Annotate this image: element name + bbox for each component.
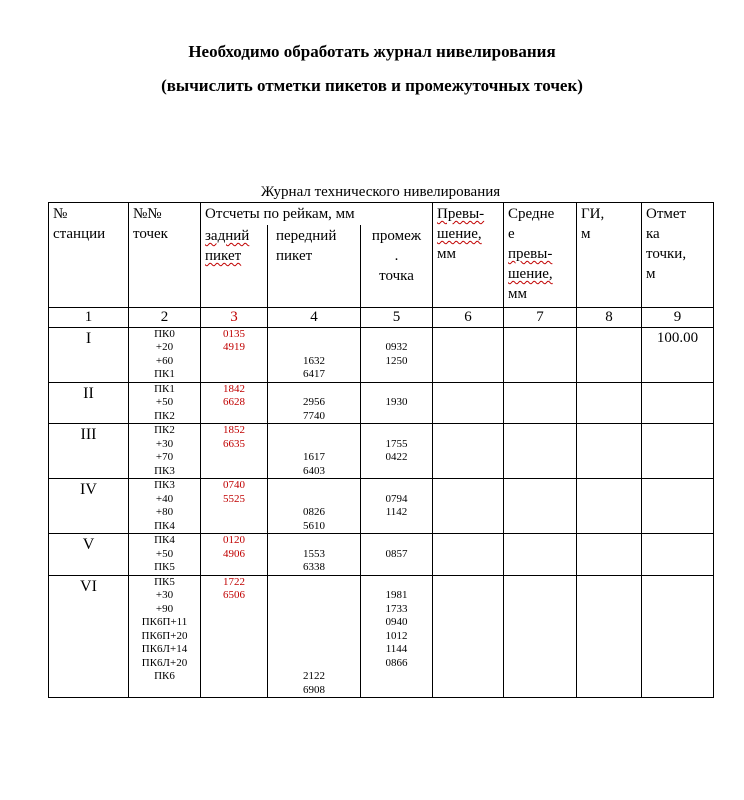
col-num-1: 1	[49, 307, 129, 327]
points-value: ПК2	[154, 424, 175, 436]
inter-value: 0940	[385, 616, 408, 628]
station-id: V	[49, 534, 129, 576]
mean-excess-cell	[504, 534, 577, 576]
front-value	[268, 341, 360, 355]
points-value: ПК5	[154, 561, 175, 573]
station-points	[129, 575, 201, 698]
back-value	[201, 410, 267, 424]
points-value: ПК6Л+20	[141, 656, 188, 669]
header-row-1	[49, 203, 714, 226]
points-value: +60	[155, 354, 174, 367]
front-value: 6417	[303, 368, 325, 380]
station-points	[129, 327, 201, 382]
elevation-cell	[642, 382, 714, 424]
points-value: ПК4	[154, 534, 175, 546]
front-value: 6403	[303, 464, 325, 477]
inter-value	[361, 534, 432, 548]
instrument-height-cell	[577, 327, 642, 382]
front-value	[268, 328, 360, 342]
station-row	[49, 479, 714, 534]
back-value: 1852	[223, 424, 245, 436]
points-value	[129, 684, 200, 698]
inter-value: 1012	[385, 629, 408, 642]
col-num-4: 4	[268, 307, 361, 327]
instrument-height-cell	[577, 534, 642, 576]
inter-value	[361, 561, 432, 575]
mean-excess-cell	[504, 424, 577, 479]
back-value	[201, 616, 267, 630]
points-value: +90	[155, 602, 174, 615]
back-value	[201, 630, 267, 644]
intermediate-readings	[361, 424, 433, 479]
intermediate-readings	[361, 534, 433, 576]
points-value: +50	[155, 396, 174, 408]
front-value: 6908	[303, 683, 325, 696]
intermediate-readings	[361, 327, 433, 382]
points-value: ПК1	[154, 382, 175, 395]
mean-excess-cell	[504, 382, 577, 424]
back-value: 6628	[223, 396, 245, 408]
instrument-height-cell	[577, 479, 642, 534]
front-readings	[268, 424, 361, 479]
instrument-height-cell	[577, 575, 642, 698]
back-value: 0740	[223, 479, 245, 491]
excess-cell	[433, 534, 504, 576]
excess-cell	[433, 575, 504, 698]
back-value: 4906	[223, 547, 245, 560]
station-row	[49, 382, 714, 424]
back-value: 4919	[223, 341, 245, 353]
inter-value	[361, 670, 432, 684]
points-value: ПК4	[154, 519, 175, 532]
back-value: 6506	[223, 589, 245, 601]
back-readings	[201, 424, 268, 479]
intermediate-readings	[361, 575, 433, 698]
col-num-8: 8	[577, 307, 642, 327]
inter-value: 1930	[385, 396, 408, 408]
back-value	[201, 657, 267, 671]
col-num-5: 5	[361, 307, 433, 327]
back-value	[201, 451, 267, 465]
inter-value: 1981	[385, 589, 408, 601]
points-value: +50	[155, 547, 174, 560]
header-instrument-height: ГИ, м	[577, 203, 642, 308]
points-value: +70	[155, 451, 174, 463]
front-readings	[268, 534, 361, 576]
inter-value	[361, 684, 432, 698]
front-value	[268, 479, 360, 493]
points-value: ПК0	[154, 327, 175, 340]
inter-value	[361, 410, 432, 424]
front-value: 1632	[303, 354, 325, 367]
front-value	[268, 383, 360, 397]
back-value: 1722	[223, 575, 245, 588]
mean-excess-cell	[504, 575, 577, 698]
mean-excess-cell	[504, 327, 577, 382]
front-value	[268, 424, 360, 438]
inter-value: 0857	[385, 547, 408, 560]
points-value: ПК1	[154, 368, 175, 380]
back-value: 0120	[223, 534, 245, 546]
points-value: +20	[155, 341, 174, 353]
front-value: 7740	[303, 409, 325, 422]
front-value: 6338	[303, 561, 325, 573]
inter-value	[361, 479, 432, 493]
points-value: +30	[155, 437, 174, 450]
front-value	[268, 534, 360, 548]
back-value	[201, 520, 267, 534]
station-id: IV	[49, 479, 129, 534]
header-mean-excess: Средне е превы- шение, мм	[504, 203, 577, 308]
back-value: 0135	[223, 327, 245, 340]
header-back: задний пикет	[201, 225, 268, 307]
station-id: II	[49, 382, 129, 424]
back-value	[201, 465, 267, 479]
excess-cell	[433, 424, 504, 479]
col-num-2: 2	[129, 307, 201, 327]
col-num-3: 3	[201, 307, 268, 327]
inter-value: 1733	[385, 602, 408, 615]
elevation-cell	[642, 575, 714, 698]
page-title-line-2: (вычислить отметки пикетов и промежуточных точек)	[161, 76, 583, 95]
points-value: ПК6Л+14	[141, 643, 188, 655]
inter-value	[361, 520, 432, 534]
front-readings	[268, 575, 361, 698]
station-row	[49, 327, 714, 382]
header-intermediate: промеж . точка	[361, 225, 433, 307]
inter-value: 0866	[385, 656, 408, 669]
header-points: №№ точек	[129, 203, 201, 308]
front-value	[268, 589, 360, 603]
inter-value	[361, 368, 432, 382]
station-id: I	[49, 327, 129, 382]
header-elevation: Отмет ка точки, м	[642, 203, 714, 308]
points-value: ПК5	[154, 575, 175, 588]
inter-value	[361, 328, 432, 342]
inter-value: 0932	[385, 341, 408, 353]
station-row	[49, 575, 714, 698]
inter-value: 1250	[385, 354, 408, 367]
front-value: 2122	[303, 670, 325, 682]
back-readings	[201, 575, 268, 698]
front-value	[268, 643, 360, 657]
inter-value: 1144	[385, 643, 408, 655]
excess-cell	[433, 479, 504, 534]
back-value	[201, 506, 267, 520]
inter-value	[361, 576, 432, 590]
back-value	[201, 368, 267, 382]
col-num-6: 6	[433, 307, 504, 327]
mean-excess-cell	[504, 479, 577, 534]
back-value	[201, 643, 267, 657]
station-points	[129, 382, 201, 424]
back-readings	[201, 327, 268, 382]
front-value	[268, 493, 360, 507]
back-readings	[201, 479, 268, 534]
back-value	[201, 561, 267, 575]
table-caption: Журнал технического нивелирования	[260, 184, 501, 200]
front-readings	[268, 327, 361, 382]
inter-value	[361, 383, 432, 397]
elevation-cell: 100.00	[642, 327, 714, 382]
inter-value: 0794	[385, 492, 408, 505]
header-front: передний пикет	[268, 225, 361, 307]
col-num-9: 9	[642, 307, 714, 327]
points-value: ПК3	[154, 464, 175, 477]
points-value: ПК6П+11	[141, 616, 188, 628]
station-points	[129, 534, 201, 576]
inter-value: 1755	[385, 437, 408, 450]
front-value	[268, 438, 360, 452]
points-value: ПК3	[154, 479, 175, 491]
station-row	[49, 424, 714, 479]
inter-value: 1142	[385, 506, 408, 518]
leveling-journal-table	[48, 202, 714, 698]
station-id: VI	[49, 575, 129, 698]
front-value	[268, 657, 360, 671]
instrument-height-cell	[577, 424, 642, 479]
instrument-height-cell	[577, 382, 642, 424]
points-value: ПК6П+20	[141, 629, 188, 642]
elevation-cell	[642, 534, 714, 576]
back-value	[201, 670, 267, 684]
front-value	[268, 576, 360, 590]
points-value: +40	[155, 492, 174, 505]
front-value: 0826	[303, 506, 325, 518]
front-value	[268, 603, 360, 617]
column-number-row	[49, 307, 714, 327]
back-readings	[201, 382, 268, 424]
header-excess: Превы- шение, мм	[433, 203, 504, 308]
front-value: 1617	[303, 451, 325, 463]
intermediate-readings	[361, 479, 433, 534]
back-value	[201, 355, 267, 369]
header-readings: Отсчеты по рейкам, мм	[201, 203, 433, 226]
points-value: +80	[155, 506, 174, 518]
back-value: 5525	[223, 492, 245, 505]
front-readings	[268, 479, 361, 534]
back-value	[201, 603, 267, 617]
points-value: ПК2	[154, 409, 175, 422]
front-value: 5610	[303, 519, 325, 532]
back-value: 1842	[223, 382, 245, 395]
station-row	[49, 534, 714, 576]
front-readings	[268, 382, 361, 424]
elevation-cell	[642, 424, 714, 479]
station-points	[129, 479, 201, 534]
page-title-line-1: Необходимо обработать журнал нивелирования	[188, 42, 556, 61]
front-value	[268, 616, 360, 630]
inter-value	[361, 424, 432, 438]
inter-value	[361, 465, 432, 479]
elevation-cell	[642, 479, 714, 534]
station-id: III	[49, 424, 129, 479]
intermediate-readings	[361, 382, 433, 424]
front-value: 2956	[303, 396, 325, 408]
front-value	[268, 630, 360, 644]
station-points	[129, 424, 201, 479]
back-value: 6635	[223, 437, 245, 450]
back-readings	[201, 534, 268, 576]
col-num-7: 7	[504, 307, 577, 327]
excess-cell	[433, 327, 504, 382]
points-value: +30	[155, 589, 174, 601]
back-value	[201, 684, 267, 698]
header-station: № станции	[49, 203, 129, 308]
inter-value: 0422	[385, 451, 408, 463]
points-value: ПК6	[154, 670, 175, 682]
front-value: 1553	[303, 547, 325, 560]
excess-cell	[433, 382, 504, 424]
